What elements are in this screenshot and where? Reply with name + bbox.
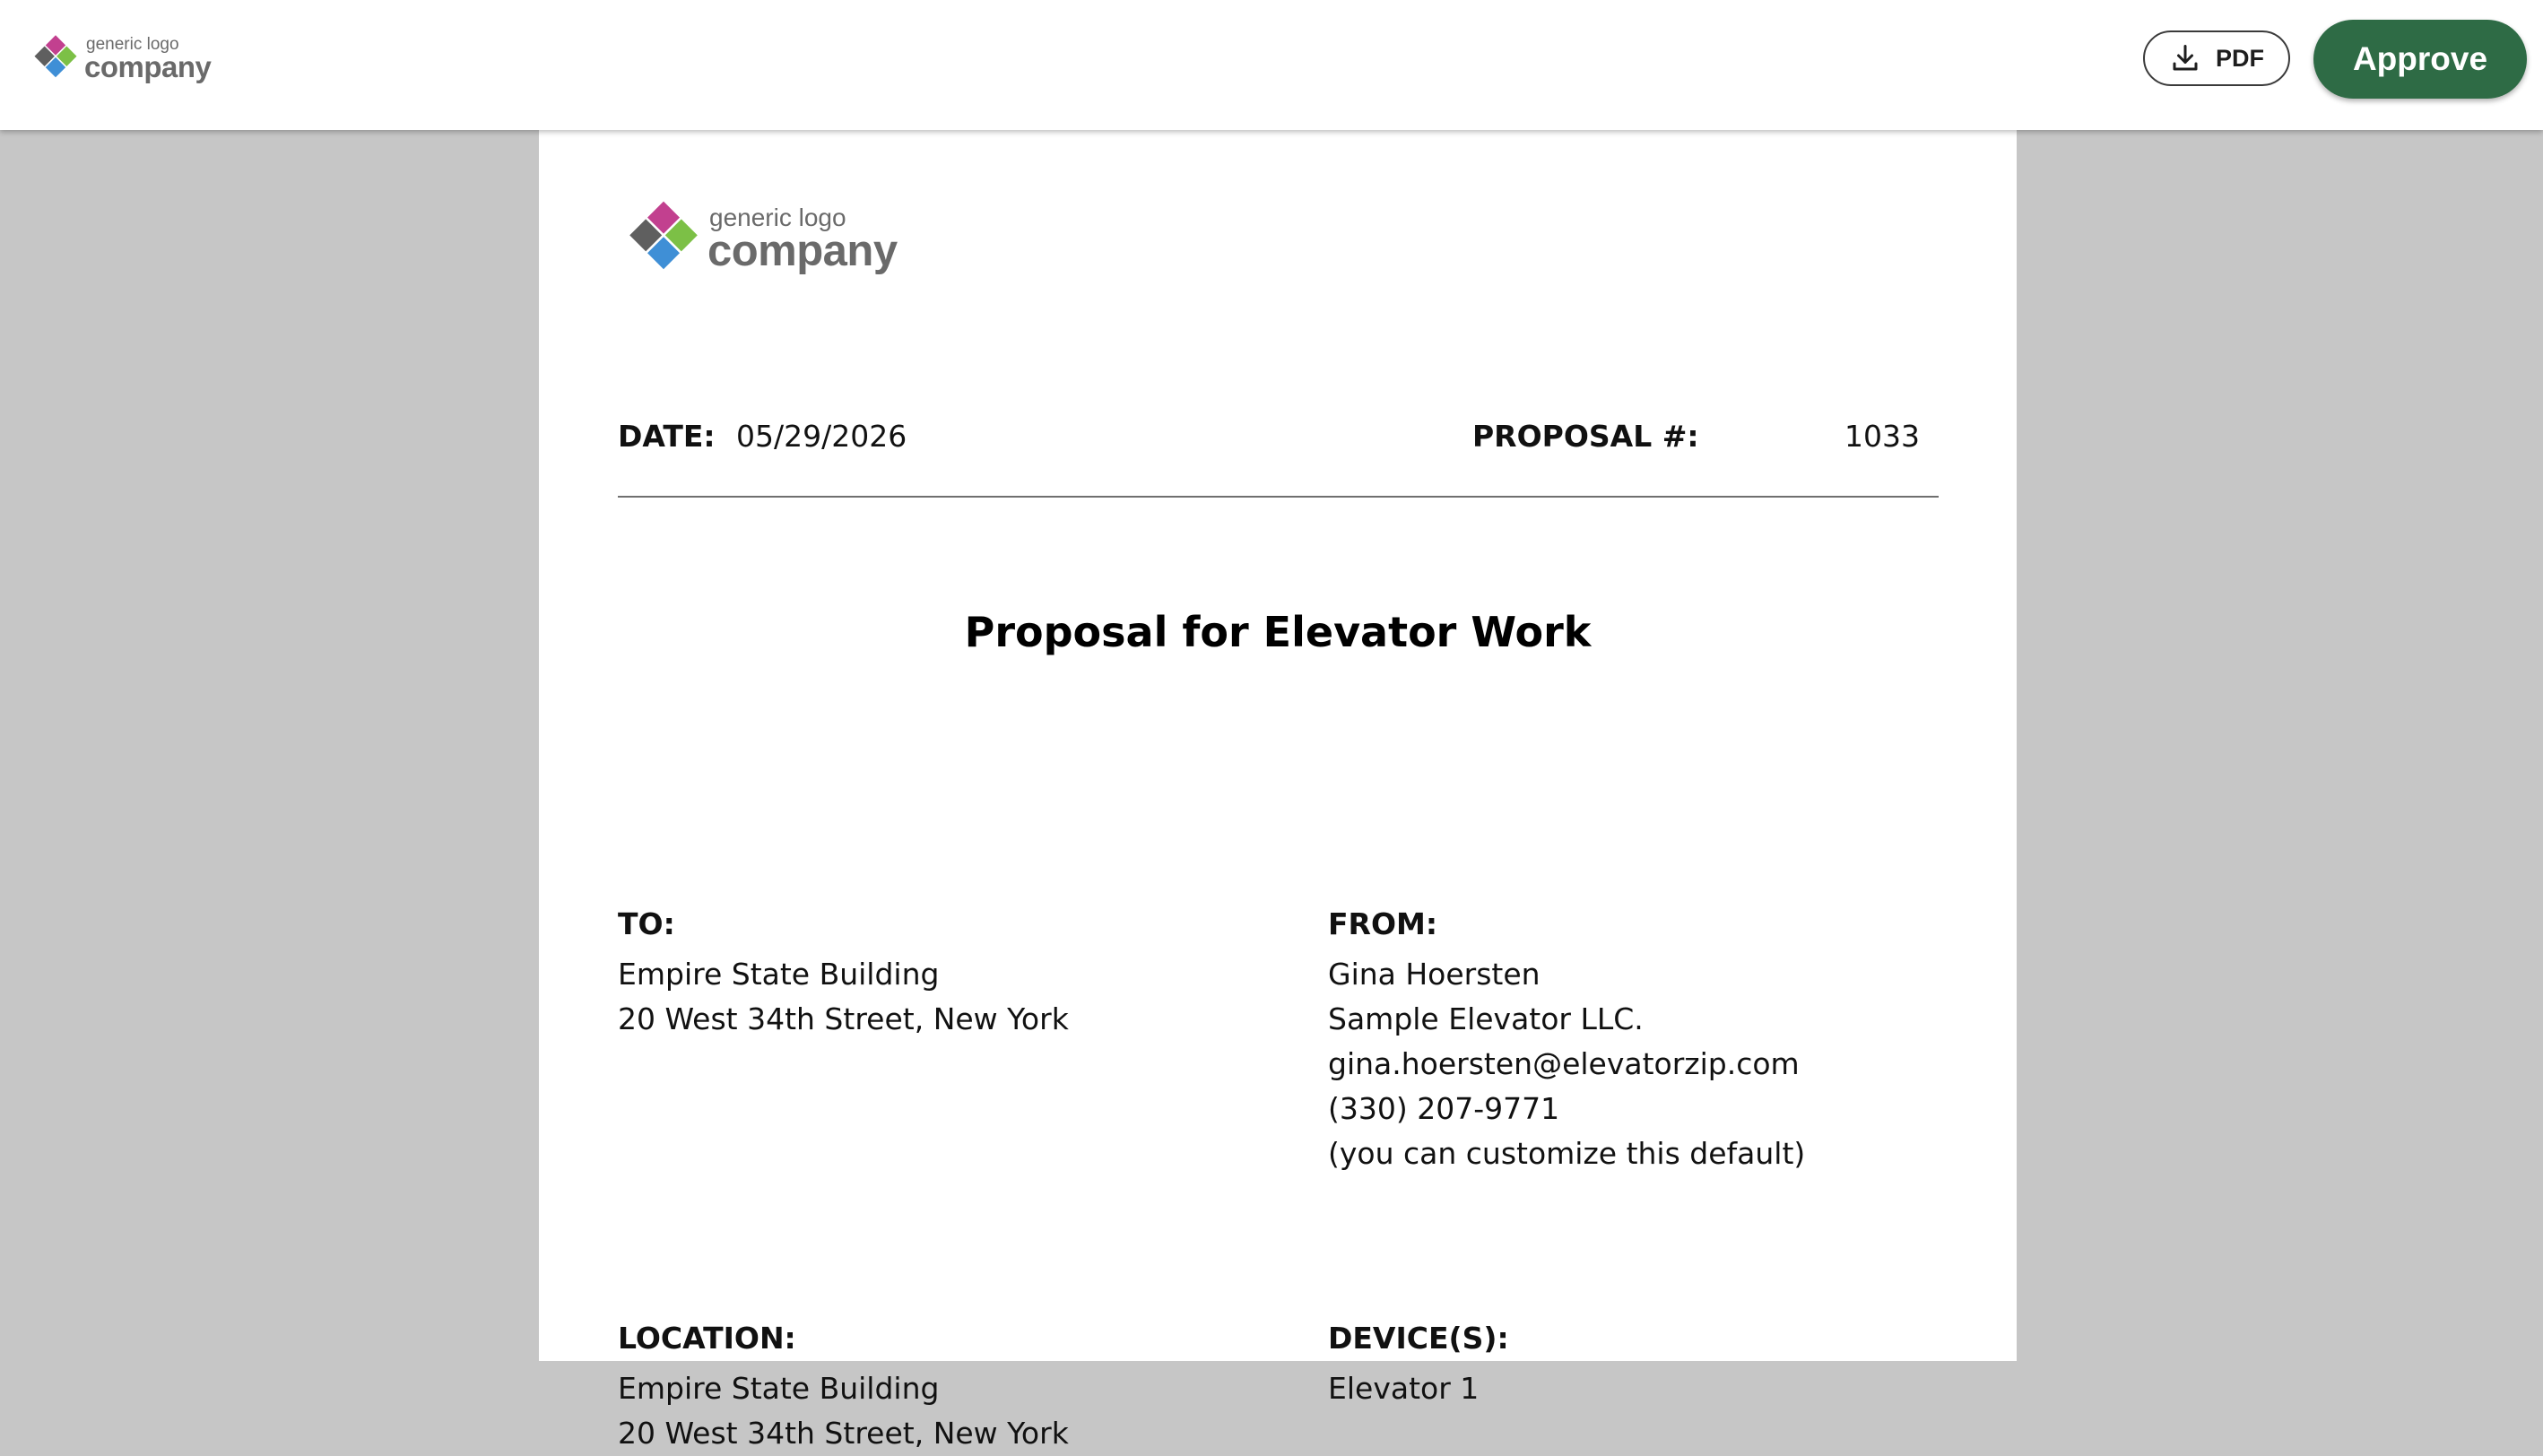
to-section	[618, 902, 1069, 1042]
logo-line-2: company	[707, 227, 898, 275]
from-phone: (330) 207-9771	[1328, 1091, 1560, 1126]
document-title: Proposal for Elevator Work	[964, 608, 1592, 656]
proposal-number-value: 1033	[1844, 419, 1920, 454]
proposal-number-label: PROPOSAL #:	[1472, 419, 1699, 454]
company-logo-icon	[623, 198, 704, 279]
devices-section	[1328, 1316, 1509, 1411]
header-company-logo	[30, 33, 211, 83]
header-divider	[618, 496, 1939, 498]
top-bar	[0, 0, 2543, 130]
document-company-logo	[623, 198, 898, 279]
proposal-document	[539, 130, 2017, 1451]
company-logo-icon	[30, 33, 81, 83]
pdf-button-label: PDF	[2216, 44, 2264, 72]
location-line: Empire State Building	[618, 1371, 940, 1406]
logo-line-2: company	[84, 50, 212, 83]
date-value: 05/29/2026	[736, 419, 907, 454]
from-label: FROM:	[1328, 906, 1438, 941]
from-company: Sample Elevator LLC.	[1328, 1001, 1644, 1036]
from-name: Gina Hoersten	[1328, 957, 1541, 992]
to-line: Empire State Building	[618, 957, 940, 992]
devices-label: DEVICE(S):	[1328, 1321, 1509, 1356]
download-icon	[2169, 42, 2201, 74]
from-email: gina.hoersten@elevatorzip.com	[1328, 1046, 1800, 1081]
pdf-download-button[interactable]	[2143, 30, 2290, 86]
device-item: Elevator 1	[1328, 1371, 1480, 1406]
logo-line-1: generic logo	[86, 35, 179, 54]
from-note: (you can customize this default)	[1328, 1136, 1806, 1171]
location-section	[618, 1316, 1069, 1456]
from-section	[1328, 902, 1805, 1176]
to-line: 20 West 34th Street, New York	[618, 1001, 1069, 1036]
logo-line-1: generic logo	[709, 204, 846, 231]
date-label: DATE:	[618, 419, 716, 454]
to-label: TO:	[618, 906, 675, 941]
approve-button[interactable]: Approve	[2313, 20, 2527, 99]
location-label: LOCATION:	[618, 1321, 796, 1356]
location-line: 20 West 34th Street, New York	[618, 1416, 1069, 1451]
